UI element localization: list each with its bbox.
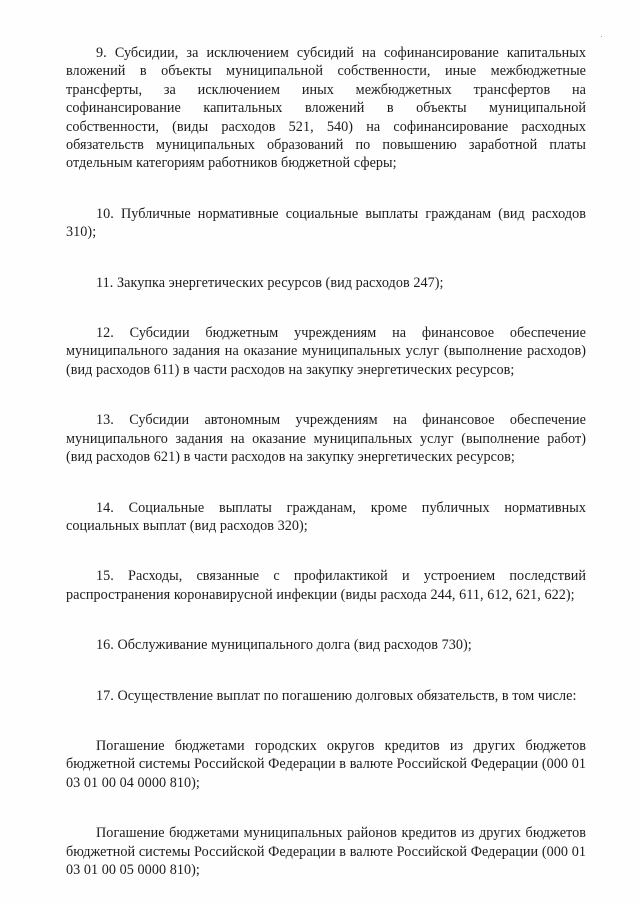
paragraph-item-15: 15. Расходы, связанные с профилактикой и устроением последствий распространения коронавирусной инфекции (виды расхода 244, 611, 612, 621, 622);	[66, 568, 586, 603]
paragraph-item-9: 9. Субсидии, за исключением субсидий на софинансирование капитальных вложений в объекты муниципальной собственности, иные межбюджетные трансферты, за исключением иных межбюджетных трансфертов на софинансирование капитальных вложений в объекты муниципальной собственности, (виды расходов 521, 540) на софинансирование расходных обязательств муниципальных образований по повышению заработной платы отдельным категориям работников бюджетной сферы;	[66, 45, 586, 172]
paragraph-item-10: 10. Публичные нормативные социальные выплаты гражданам (вид расходов 310);	[66, 205, 586, 241]
document-body	[66, 44, 586, 879]
paragraph-item-13: 13. Субсидии автономным учреждениям на финансовое обеспечение муниципального задания на оказание муниципальных услуг (выполнение работ) (вид расходов 621) в части расходов на закупку энергетических ресурсов;	[66, 412, 586, 466]
paragraph-item-17: 17. Осуществление выплат по погашению долговых обязательств, в том числе:	[96, 687, 577, 704]
paragraph-item-11: 11. Закупка энергетических ресурсов (вид расходов 247);	[96, 274, 444, 291]
scan-artifact	[601, 36, 602, 37]
paragraph-item-14: 14. Социальные выплаты гражданам, кроме публичных нормативных социальных выплат (вид расходов 320);	[66, 499, 586, 534]
paragraph-subitem-city-districts: Погашение бюджетами городских округов кредитов из других бюджетов бюджетной системы Российской Федерации в валюте Российской Федерации (000 01 03 01 00 04 0000 810);	[66, 737, 586, 791]
paragraph-subitem-municipal-districts: Погашение бюджетами муниципальных районов кредитов из других бюджетов бюджетной системы Российской Федерации в валюте Российской Федерации (000 01 03 01 00 05 0000 810);	[66, 825, 586, 878]
paragraph-item-12: 12. Субсидии бюджетным учреждениям на финансовое обеспечение муниципального задания на оказание муниципальных услуг (выполнение расходов) (вид расходов 611) в части расходов на закупку энергетических ресурсов;	[66, 325, 586, 378]
paragraph-item-16: 16. Обслуживание муниципального долга (вид расходов 730);	[96, 637, 472, 654]
